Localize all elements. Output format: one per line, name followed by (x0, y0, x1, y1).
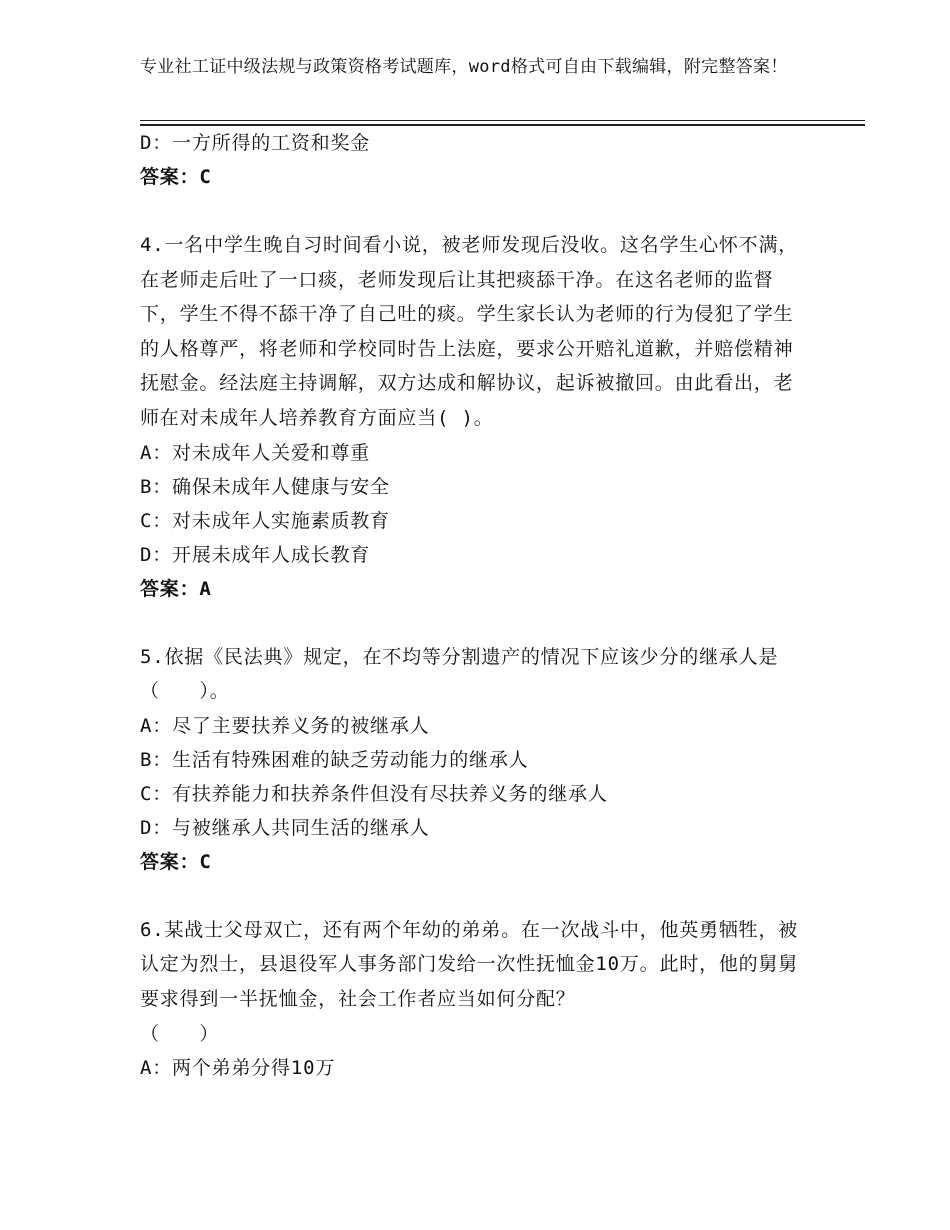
q4-option-c: C：对未成年人实施素质教育 (140, 509, 390, 532)
q6-blank: （ ） (140, 1022, 220, 1045)
q4-option-a: A：对未成年人关爱和尊重 (140, 441, 371, 464)
q3-option-d: D：一方所得的工资和奖金 (140, 132, 371, 154)
q4-option-b: B：确保未成年人健康与安全 (140, 475, 390, 498)
header-rule-thin (140, 120, 865, 121)
q5-stem: 5.依据《民法典》规定，在不均等分割遗产的情况下应该少分的继承人是（ ）。 (140, 645, 779, 703)
spacer (140, 879, 805, 913)
q6-option-a: A：两个弟弟分得10万 (140, 1056, 336, 1079)
spacer (140, 194, 805, 228)
q5-option-a: A：尽了主要扶养义务的被继承人 (140, 714, 430, 737)
q4-answer: 答案：A (140, 577, 212, 600)
document-header: 专业社工证中级法规与政策资格考试题库，word格式可自由下载编辑，附完整答案！ (140, 57, 788, 77)
q5-option-c: C：有扶养能力和扶养条件但没有尽扶养义务的继承人 (140, 782, 608, 805)
q4-option-d: D：开展未成年人成长教育 (140, 543, 371, 566)
q5-option-b: B：生活有特殊困难的缺乏劳动能力的继承人 (140, 748, 529, 771)
q5-option-d: D：与被继承人共同生活的继承人 (140, 816, 430, 839)
q5-answer: 答案：C (140, 850, 212, 873)
q4-stem: 4.一名中学生晚自习时间看小说，被老师发现后没收。这名学生心怀不满，在老师走后吐了一口痰，老师发现后让其把痰舔干净。在这名老师的监督下，学生不得不舔干净了自己吐的痰。学生家长认为老师的行为侵犯了学生的人格尊严，将老师和学校同时告上法庭，要求公开赔礼道歉，并赔偿精神抚慰金。经法庭主持调解，双方达成和解协议，起诉被撤回。由此看出，老师在对未成年人培养教育方面应当( )。 (140, 234, 799, 429)
q6-stem: 6.某战士父母双亡，还有两个年幼的弟弟。在一次战斗中，他英勇牺牲，被认定为烈士，县退役军人事务部门发给一次性抚恤金10万。此时，他的舅舅要求得到一半抚恤金，社会工作者应当如何分配？ (140, 918, 799, 1010)
q3-answer: 答案：C (140, 166, 212, 188)
document-body (140, 126, 805, 1085)
spacer (140, 606, 805, 640)
